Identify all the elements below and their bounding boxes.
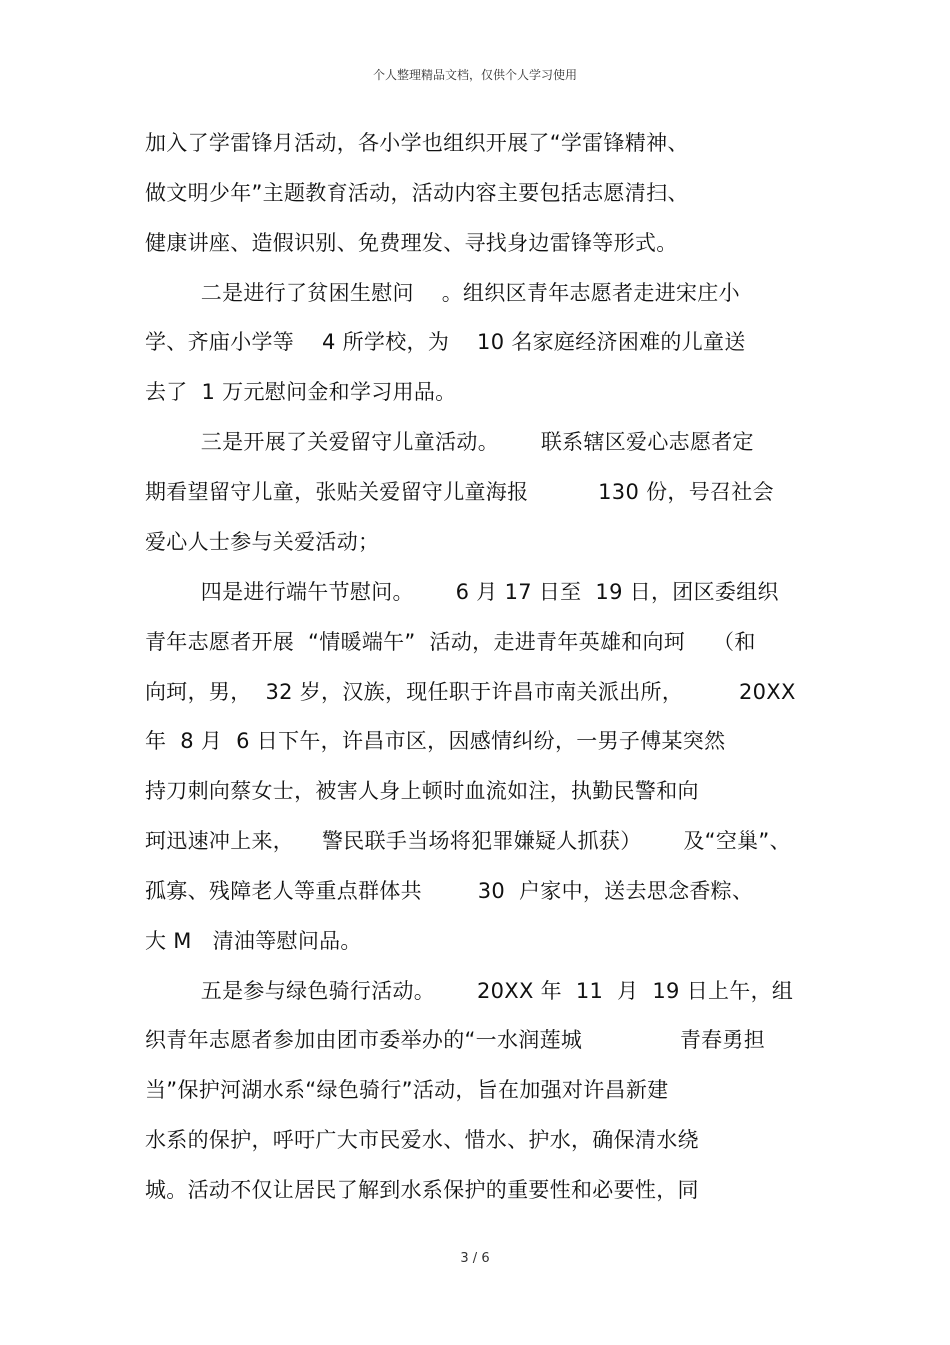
text-line: 水系的保护，呼吁广大市民爱水、惜水、护水，确保清水绕 — [145, 1128, 699, 1152]
text-line: 城。活动不仅让居民了解到水系保护的重要性和必要性，同 — [145, 1178, 699, 1202]
text-line: 三是开展了关爱留守儿童活动。 联系辖区爱心志愿者定 — [145, 430, 754, 454]
text-line: 五是参与绿色骑行活动。 20XX 年 11 月 19 日上午，组 — [145, 979, 794, 1003]
text-line: 健康讲座、造假识别、免费理发、寻找身边雷锋等形式。 — [145, 231, 678, 255]
text-line: 持刀刺向蔡女士，被害人身上顿时血流如注，执勤民警和向 — [145, 779, 699, 803]
text-line: 做文明少年”主题教育活动，活动内容主要包括志愿清扫、 — [145, 181, 689, 205]
text-line: 加入了学雷锋月活动，各小学也组织开展了“学雷锋精神、 — [145, 131, 689, 155]
page-header: 个人整理精品文档，仅供个人学习使用 — [372, 68, 577, 82]
text-line: 织青年志愿者参加由团市委举办的“一水润莲城 青春勇担 — [145, 1028, 766, 1052]
text-line: 孤寡、残障老人等重点群体共 30 户家中，送去思念香粽、 — [145, 879, 754, 903]
page-number: 3 / 6 — [460, 1251, 490, 1266]
text-line: 向珂，男， 32 岁，汉族，现任职于许昌市南关派出所， 20XX — [145, 680, 796, 704]
text-line: 珂迅速冲上来， 警民联手当场将犯罪嫌疑人抓获） 及“空巢”、 — [145, 829, 791, 853]
text-line: 青年志愿者开展 “情暖端午” 活动，走进青年英雄和向珂 （和 — [145, 630, 756, 654]
text-line: 当”保护河湖水系“绿色骑行”活动，旨在加强对许昌新建 — [145, 1078, 669, 1102]
text-line: 二是进行了贫困生慰问 。组织区青年志愿者走进宋庄小 — [145, 281, 740, 305]
text-line: 年 8 月 6 日下午，许昌市区，因感情纠纷，一男子傅某突然 — [145, 729, 726, 753]
text-line: 去了 1 万元慰问金和学习用品。 — [145, 380, 457, 404]
text-line: 期看望留守儿童，张贴关爱留守儿童海报 130 份，号召社会 — [145, 480, 774, 504]
text-line: 爱心人士参与关爱活动； — [145, 530, 380, 554]
text-line: 大 M 清油等慰问品。 — [145, 929, 362, 953]
text-line: 学、齐庙小学等 4 所学校，为 10 名家庭经济困难的儿童送 — [145, 330, 746, 354]
text-line: 四是进行端午节慰问。 6 月 17 日至 19 日，团区委组织 — [145, 580, 779, 604]
